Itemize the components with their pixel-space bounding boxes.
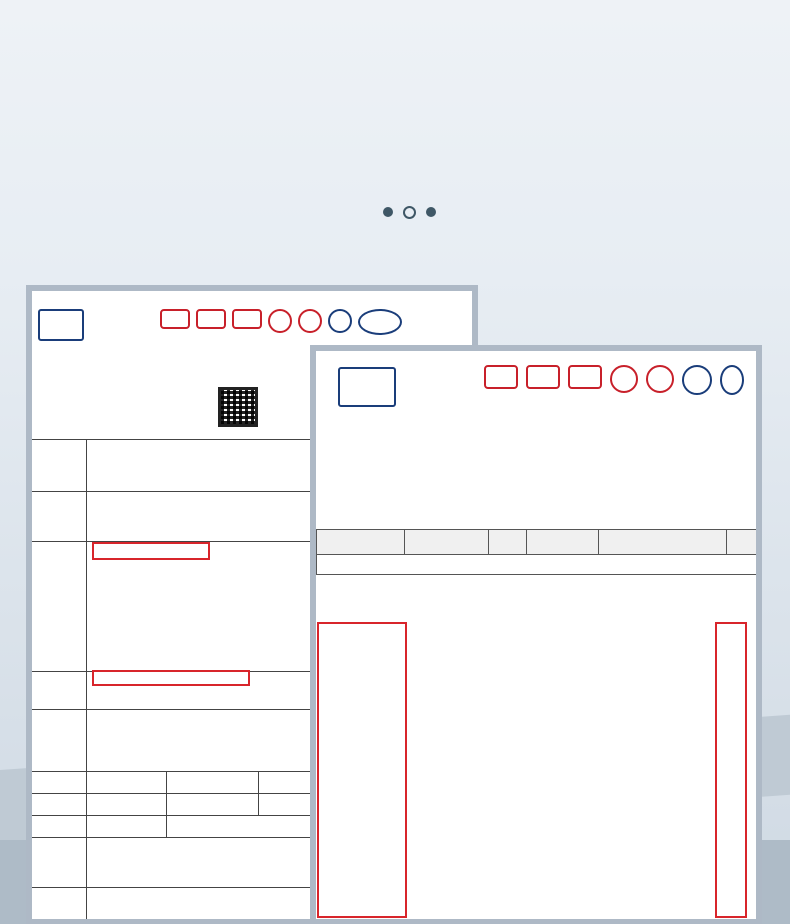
- qr-code: [218, 387, 258, 427]
- highlight-box: [317, 622, 407, 918]
- ttts-logo: [38, 309, 84, 341]
- highlight-box: [92, 670, 250, 686]
- highlight-box: [715, 622, 747, 918]
- highlight-box: [92, 542, 210, 560]
- cal-mark-icon: [610, 365, 638, 393]
- grid-line: [166, 771, 167, 837]
- cert-marks: [160, 309, 402, 335]
- cnas-mark-icon: [358, 309, 402, 335]
- dot-indicator-active: [403, 206, 416, 219]
- cma-mark-icon: [196, 309, 226, 329]
- ttts-logo: [338, 367, 396, 407]
- cma-mark-icon: [160, 309, 190, 329]
- cma-mark-icon: [232, 309, 262, 329]
- ilac-mark-icon: [328, 309, 352, 333]
- cnas-mark-icon: [720, 365, 744, 395]
- grid-line: [258, 771, 259, 815]
- table-header-row: [317, 530, 763, 555]
- cert-marks: [484, 365, 744, 395]
- cma-mark-icon: [526, 365, 560, 389]
- table-row: [317, 555, 763, 575]
- test-results-table: [316, 529, 762, 575]
- dot-indicator: [426, 207, 436, 217]
- cal-mark-icon: [646, 365, 674, 393]
- cma-mark-icon: [484, 365, 518, 389]
- dot-indicator: [383, 207, 393, 217]
- carousel-dots: [383, 205, 436, 219]
- cal-mark-icon: [298, 309, 322, 333]
- cma-mark-icon: [568, 365, 602, 389]
- cal-mark-icon: [268, 309, 292, 333]
- ilac-mark-icon: [682, 365, 712, 395]
